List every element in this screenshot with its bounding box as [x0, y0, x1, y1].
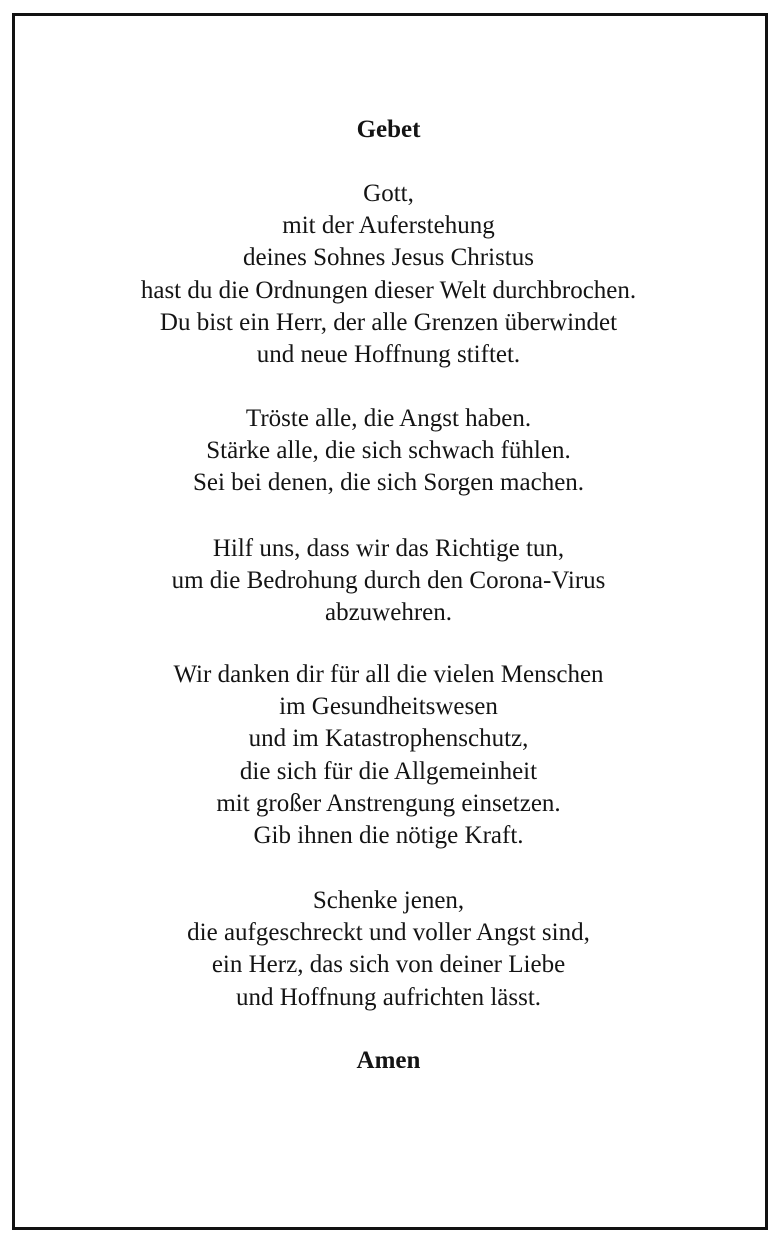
stanza-line: die aufgeschreckt und voller Angst sind, — [187, 919, 590, 947]
stanza-line: die sich für die Allgemeinheit — [239, 757, 538, 785]
stanza-line: im Gesundheitswesen — [279, 693, 498, 721]
stanza-4 — [0, 659, 777, 852]
stanza-line: Stärke alle, die sich schwach fühlen. — [206, 437, 571, 465]
stanza-line: um die Bedrohung durch den Corona-Virus — [171, 567, 606, 595]
stanza-line: Tröste alle, die Angst haben. — [245, 405, 532, 432]
stanza-line: Gott, — [363, 180, 414, 207]
stanza-line: Sei bei denen, die sich Sorgen machen. — [192, 469, 585, 497]
stanza-line: ein Herz, das sich von deiner Liebe — [211, 951, 566, 979]
stanza-line: Du bist ein Herr, der alle Grenzen überwindet — [159, 308, 618, 336]
stanza-line: Gib ihnen die nötige Kraft. — [253, 822, 524, 850]
stanza-line: Wir danken dir für all die vielen Menschen — [173, 661, 604, 688]
prayer-closing: Amen — [356, 1047, 421, 1074]
prayer-title: Gebet — [356, 116, 421, 143]
stanza-line: und im Katastrophenschutz, — [248, 725, 529, 753]
stanza-line: hast du die Ordnungen dieser Welt durchbrochen. — [140, 276, 637, 304]
stanza-line: Hilf uns, dass wir das Richtige tun, — [212, 535, 565, 562]
stanza-1 — [0, 178, 777, 371]
stanza-5 — [0, 885, 777, 1014]
stanza-3 — [0, 533, 777, 630]
stanza-line: mit der Auferstehung — [282, 212, 495, 240]
stanza-line: Schenke jenen, — [312, 887, 465, 914]
stanza-line: deines Sohnes Jesus Christus — [243, 244, 534, 272]
stanza-line: und neue Hoffnung stiftet. — [256, 341, 521, 369]
stanza-2 — [0, 403, 777, 500]
stanza-line: abzuwehren. — [324, 599, 452, 627]
stanza-line: mit großer Anstrengung einsetzen. — [216, 789, 561, 817]
stanza-line: und Hoffnung aufrichten lässt. — [235, 983, 542, 1011]
